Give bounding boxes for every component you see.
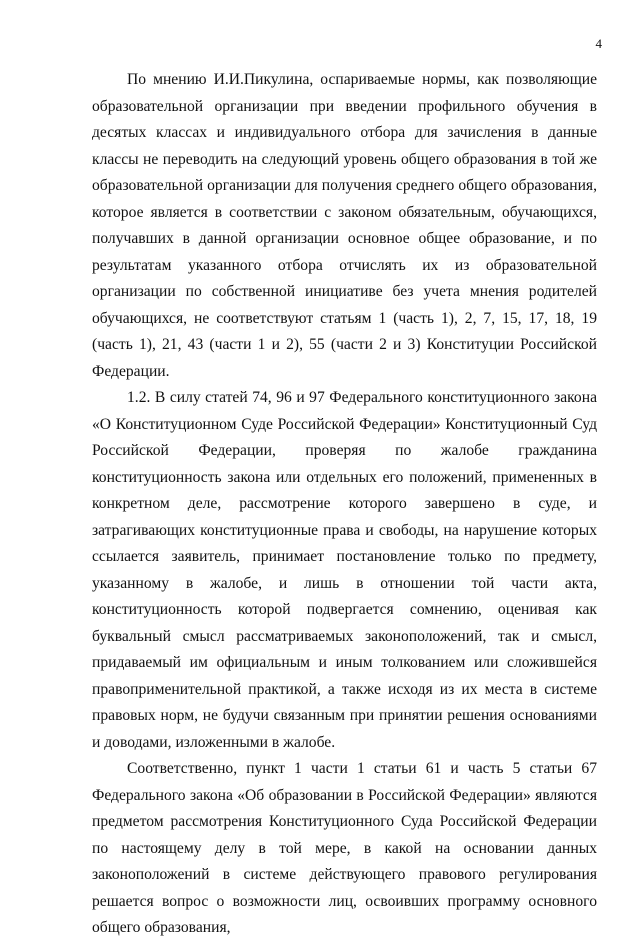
- paragraph-subject-of-review: Соответственно, пункт 1 части 1 статьи 61 и часть 5 статьи 67 Федерального закона «Об образовании в Российской Федерации» являются предметом рассмотрения Конституционного Суда Российской Федерации по настоящему делу в той мере, в какой на основании данных законоположений в системе действующего правового регулирования решается вопрос о возможности лиц, освоивших программу основного общего образования,: [92, 760, 597, 936]
- paragraph-petitioner-position: По мнению И.И.Пикулина, оспариваемые нормы, как позволяющие образовательной организации при введении профильного обучения в десятых классах и индивидуального отбора для зачисления в данные классы не переводить на следующий уровень общего образования в той же образовательной организации для получения среднего общего образования, которое является в соответствии с законом обязательным, обучающихся, получавших в данной организации основное общее образование, и по результатам указанного отбора отчислять их из образовательной организации по собственной инициативе без учета мнения родителей обучающихся, не соответствуют статьям 1 (часть 1), 2, 7, 15, 17, 18, 19 (часть 1), 21, 43 (части 1 и 2), 55 (части 2 и 3) Конституции Российской Федерации.: [92, 71, 597, 380]
- page-number: 4: [595, 36, 602, 51]
- paragraph-section-1-2: 1.2. В силу статей 74, 96 и 97 Федерального конституционного закона «О Конституционном Суде Российской Федерации» Конституционный Суд Российской Федерации, проверяя по жалобе гражданина конституционность закона или отдельных его положений, примененных в конкретном деле, рассмотрение которого завершено в суде, и затрагивающих конституционные права и свободы, на нарушение которых ссылается заявитель, принимает постановление только по предмету, указанному в жалобе, и лишь в отношении той части акта, конституционность которой подвергается сомнению, оценивая как буквальный смысл рассматриваемых законоположений, так и смысл, придаваемый им официальным и иным толкованием или сложившейся правоприменительной практикой, а также исходя из их места в системе правовых норм, не будучи связанным при принятии решения основаниями и доводами, изложенными в жалобе.: [92, 389, 597, 751]
- document-body: [92, 67, 597, 942]
